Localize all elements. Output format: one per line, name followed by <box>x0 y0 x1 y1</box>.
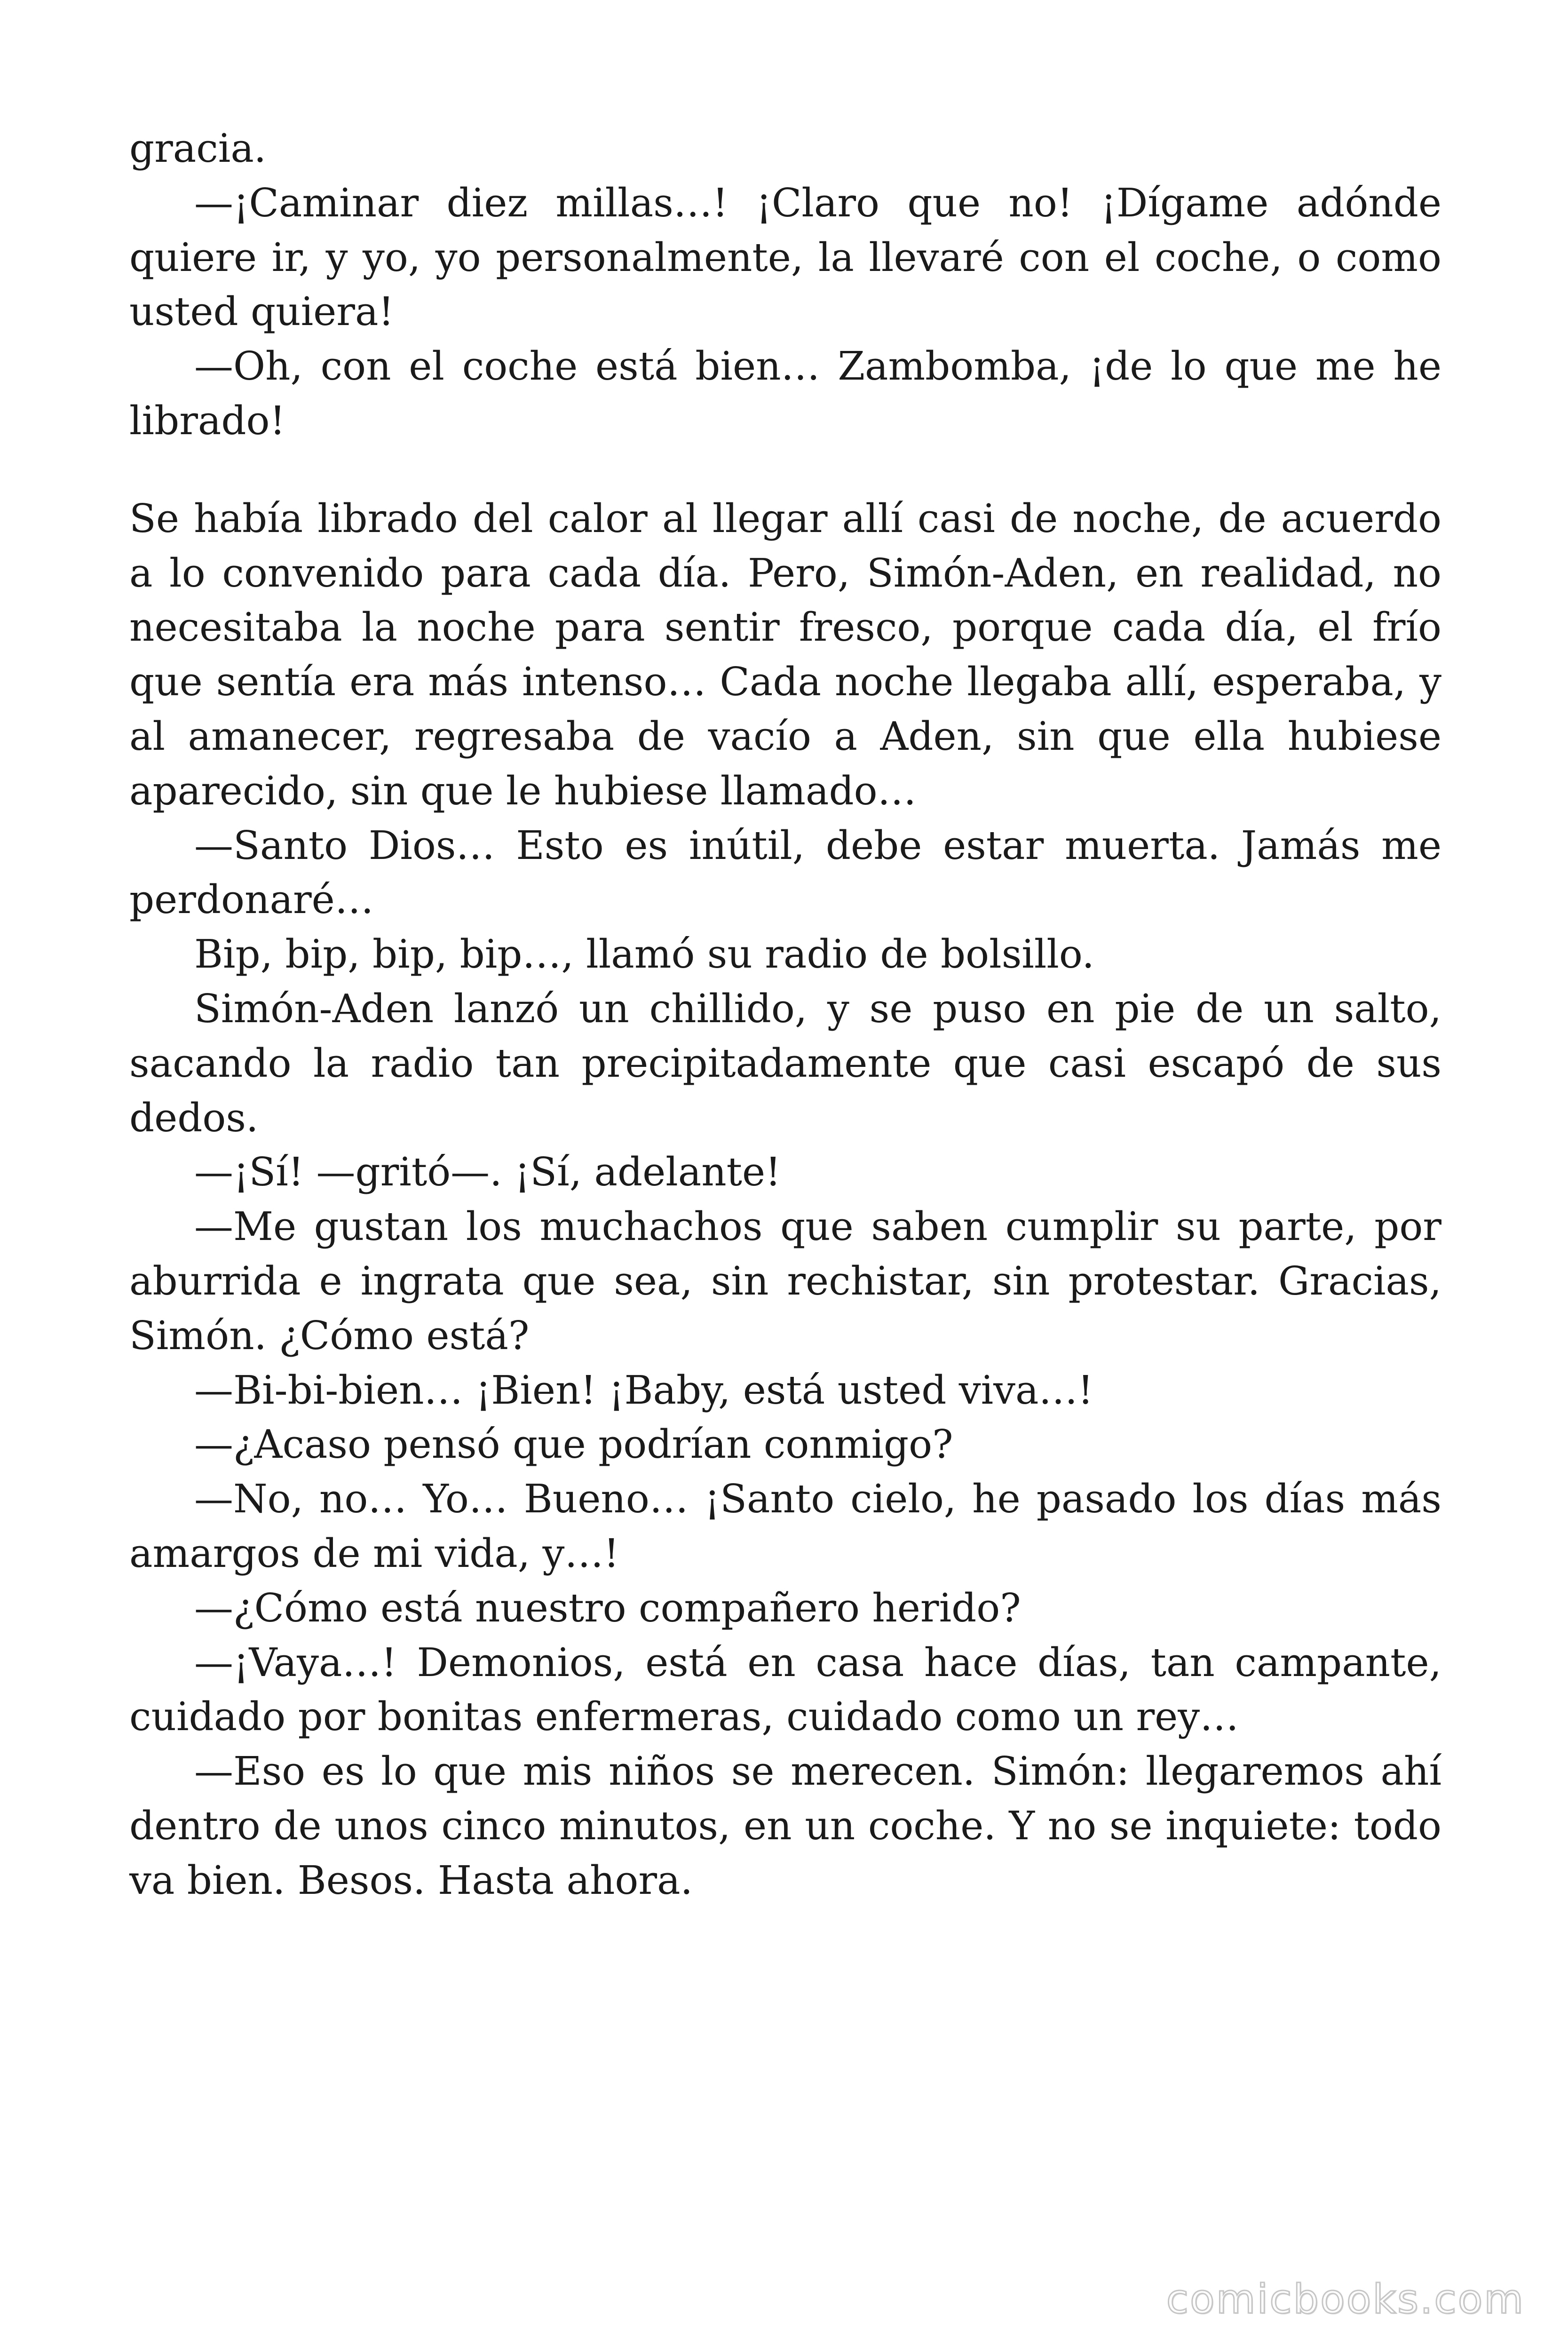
paragraph: —¡Vaya…! Demonios, está en casa hace días, tan campante, cuidado por bonitas enfermeras, cuidado como un rey… <box>129 1639 1441 1740</box>
paragraph: gracia. <box>129 126 267 171</box>
paragraph: —¿Cómo está nuestro compañero herido? <box>194 1585 1021 1631</box>
body-text <box>129 121 1441 1908</box>
paragraph: —Eso es lo que mis niños se merecen. Simón: llegaremos ahí dentro de unos cinco minutos, en un coche. Y no se inquiete: todo va bien. Besos. Hasta ahora. <box>129 1748 1441 1903</box>
paragraph: —Santo Dios… Esto es inútil, debe estar muerta. Jamás me perdonaré… <box>129 822 1441 923</box>
paragraph: —¡Caminar diez millas…! ¡Claro que no! ¡Dígame adónde quiere ir, y yo, yo personalmente, la llevaré con el coche, o como usted quiera! <box>129 180 1441 335</box>
paragraph: —¡Sí! —gritó—. ¡Sí, adelante! <box>194 1149 781 1195</box>
paragraph: Se había librado del calor al llegar allí casi de noche, de acuerdo a lo convenido para cada día. Pero, Simón-Aden, en realidad, no necesitaba la noche para sentir fresco, porque cada día, el frío que sentía era más intenso… Cada noche llegaba allí, esperaba, y al amanecer, regresaba de vacío a Aden, sin que ella hubiese aparecido, sin que le hubiese llamado… <box>129 495 1441 814</box>
paragraph: —No, no… Yo… Bueno… ¡Santo cielo, he pasado los días más amargos de mi vida, y…! <box>129 1476 1441 1576</box>
paragraph: Bip, bip, bip, bip…, llamó su radio de bolsillo. <box>194 931 1094 977</box>
paragraph: —¿Acaso pensó que podrían conmigo? <box>194 1422 953 1468</box>
watermark: comicbooks.com <box>1166 2276 1525 2323</box>
paragraph: —Oh, con el coche está bien… Zambomba, ¡de lo que me he librado! <box>129 343 1441 444</box>
paragraph: —Bi-bi-bien… ¡Bien! ¡Baby, está usted viva…! <box>194 1367 1093 1413</box>
section-break <box>129 448 1441 492</box>
paragraph: Simón-Aden lanzó un chillido, y se puso en pie de un salto, sacando la radio tan precipitadamente que casi escapó de sus dedos. <box>129 985 1441 1141</box>
paragraph: —Me gustan los muchachos que saben cumplir su parte, por aburrida e ingrata que sea, sin rechistar, sin protestar. Gracias, Simón. ¿Cómo está? <box>129 1204 1441 1359</box>
